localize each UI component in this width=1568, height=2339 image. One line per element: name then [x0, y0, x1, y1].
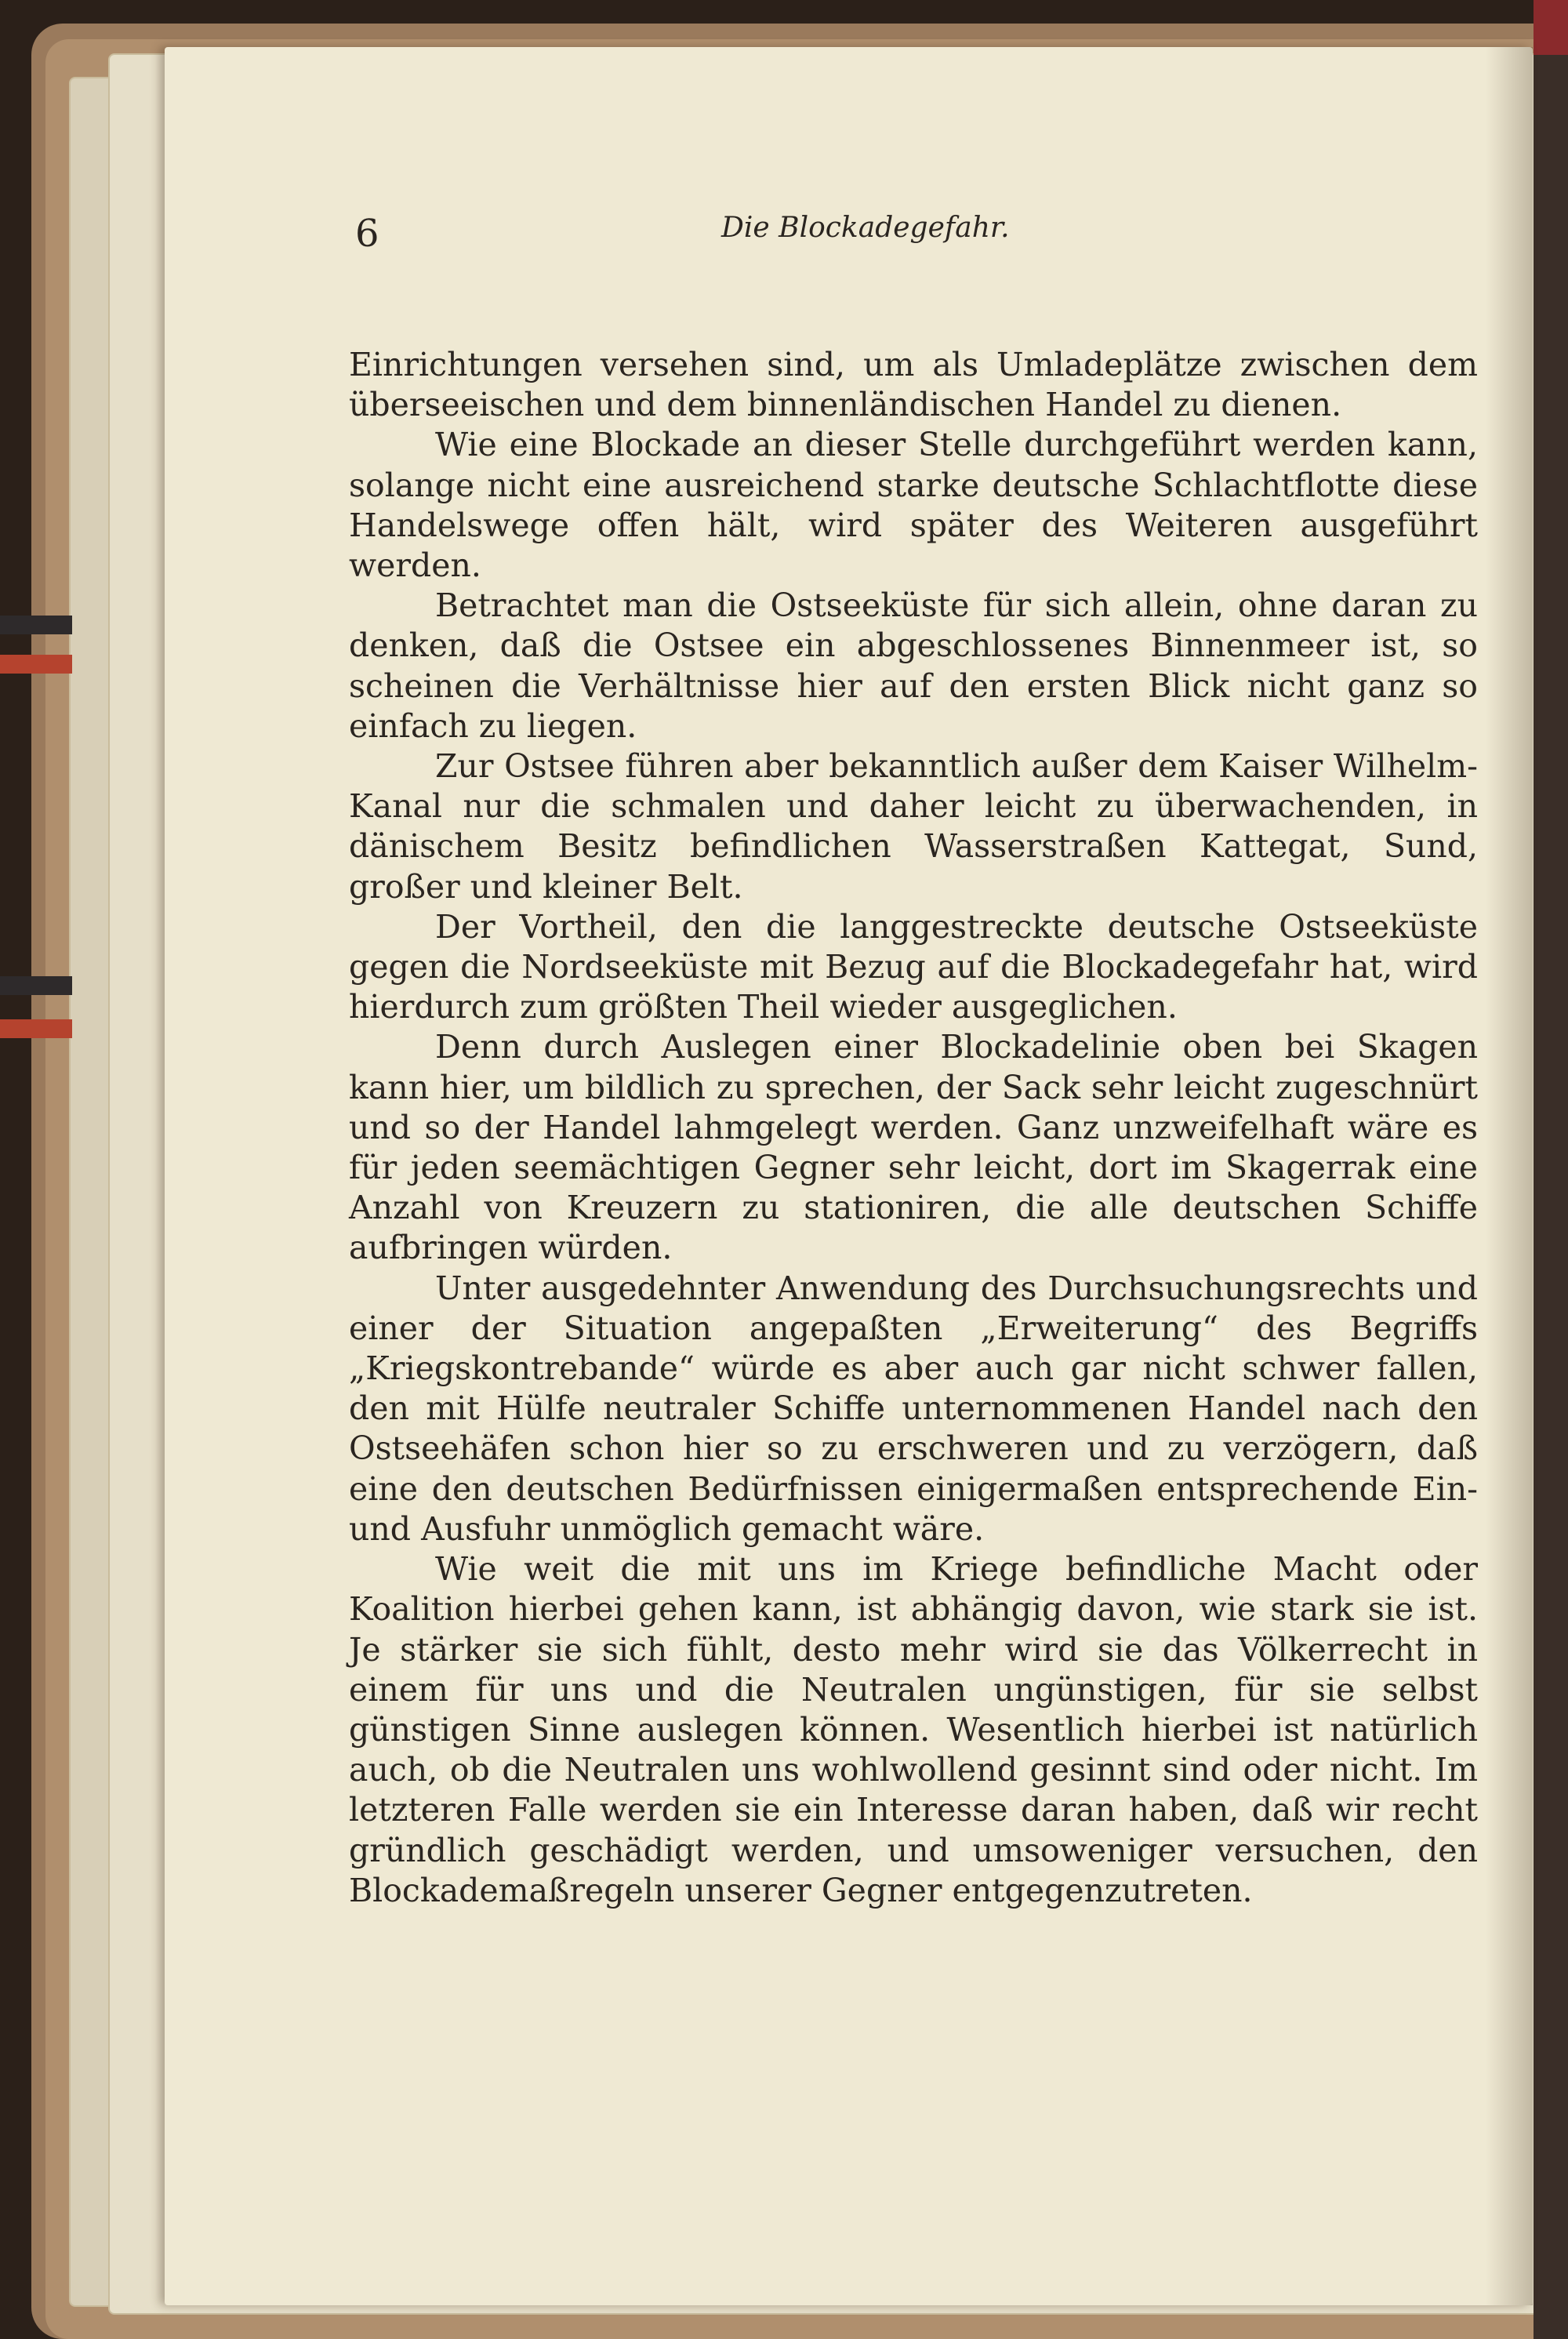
adjacent-book-spine	[1534, 0, 1568, 2339]
binding-stripe-red	[0, 1019, 72, 1038]
page-number: 6	[355, 212, 379, 256]
paragraph: Unter ausgedehnter Anwendung des Durchsuchungsrechts und einer der Situation angepaßten „Erweiterung“ des Begriffs „Kriegskontrebande“ würde es aber auch gar nicht schwer fallen, den mit Hülfe neutraler Schiffe unternommenen Handel nach den Ostseehäfen schon hier so zu erschweren und zu verzögern, daß eine den deutschen Bedürfnissen einigermaßen entsprechende Ein- und Ausfuhr unmöglich gemacht wäre.	[349, 1269, 1478, 1548]
paragraph: Wie eine Blockade an dieser Stelle durchgeführt werden kann, solange nicht eine ausreichend starke deutsche Schlachtflotte diese Handelswege offen hält, wird später des Weiteren ausgeführt werden.	[349, 426, 1478, 585]
adjacent-book-spine-red	[1534, 0, 1568, 55]
spine-shadow	[1486, 47, 1533, 2305]
paragraph: Der Vortheil, den die langgestreckte deutsche Ostseeküste gegen die Nordseeküste mit Bezug auf die Blockadegefahr hat, wird hierdurch zum größten Theil wieder ausgeglichen.	[349, 907, 1478, 1026]
paragraph: Denn durch Auslegen einer Blockadelinie oben bei Skagen kann hier, um bildlich zu sprechen, der Sack sehr leicht zugeschnürt und so der Handel lahmgelegt werden. Ganz unzweifelhaft wäre es für jeden seemächtigen Gegner sehr leicht, dort im Skagerrak eine Anzahl von Kreuzern zu stationiren, die alle deutschen Schiffe aufbringen würden.	[349, 1028, 1478, 1267]
running-title: Die Blockadegefahr.	[721, 212, 1010, 244]
paragraph: Einrichtungen versehen sind, um als Umladeplätze zwischen dem überseeischen und dem binnenländischen Handel zu dienen.	[349, 346, 1478, 424]
binding-stripe-dark	[0, 616, 72, 634]
paragraph: Zur Ostsee führen aber bekanntlich außer dem Kaiser Wilhelm-Kanal nur die schmalen und daher leicht zu überwachenden, in dänischem Besitz befindlichen Wasserstraßen Kattegat, Sund, großer und kleiner Belt.	[349, 747, 1478, 906]
binding-stripe-dark	[0, 976, 72, 995]
paragraph: Betrachtet man die Ostseeküste für sich allein, ohne daran zu denken, daß die Ostsee ein abgeschlossenes Binnenmeer ist, so scheinen die Verhältnisse hier auf den ersten Blick nicht ganz so einfach zu liegen.	[349, 587, 1478, 745]
paragraph: Wie weit die mit uns im Kriege befindliche Macht oder Koalition hierbei gehen kann, ist abhängig davon, wie stark sie ist. Je stärker sie sich fühlt, desto mehr wird sie das Völkerrecht in einem für uns und die Neutralen ungünstigen, für sie selbst günstigen Sinne auslegen können. Wesentlich hierbei ist natürlich auch, ob die Neutralen uns wohlwollend gesinnt sind oder nicht. Im letzteren Falle werden sie ein Interesse daran haben, daß wir recht gründlich geschädigt werden, und umsoweniger versuchen, den Blockademaßregeln unserer Gegner entgegenzutreten.	[349, 1550, 1478, 1909]
body-text	[349, 345, 1478, 1911]
binding-stripe-red	[0, 655, 72, 674]
